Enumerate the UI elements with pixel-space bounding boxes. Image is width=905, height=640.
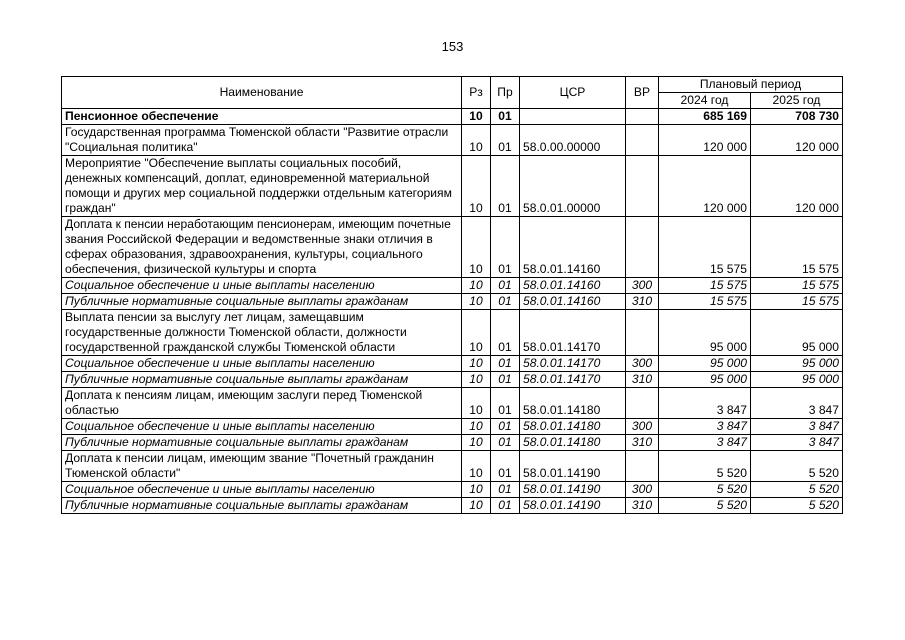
cell-csr [520,109,626,125]
cell-pr: 01 [491,419,520,435]
cell-2025: 95 000 [751,372,843,388]
cell-name: Государственная программа Тюменской области "Развитие отрасли "Социальная политика" [62,125,462,156]
cell-name: Пенсионное обеспечение [62,109,462,125]
header-plan-period: Плановый период [659,77,843,93]
table-row [62,310,843,356]
cell-name: Публичные нормативные социальные выплаты гражданам [62,498,462,514]
cell-2024: 15 575 [659,278,751,294]
cell-csr: 58.0.01.14170 [520,372,626,388]
cell-2025: 15 575 [751,294,843,310]
cell-vr: 310 [626,435,659,451]
cell-rz: 10 [462,356,491,372]
cell-rz: 10 [462,419,491,435]
cell-name: Социальное обеспечение и иные выплаты населению [62,278,462,294]
table-row [62,435,843,451]
cell-2024: 120 000 [659,125,751,156]
header-pr: Пр [491,77,520,109]
table-row [62,419,843,435]
header-rz: Рз [462,77,491,109]
cell-csr: 58.0.01.14160 [520,217,626,278]
cell-2024: 3 847 [659,419,751,435]
cell-2025: 120 000 [751,156,843,217]
cell-2024: 95 000 [659,310,751,356]
cell-2025: 95 000 [751,356,843,372]
table-row [62,156,843,217]
cell-2024: 685 169 [659,109,751,125]
cell-pr: 01 [491,156,520,217]
cell-csr: 58.0.01.14170 [520,356,626,372]
cell-2025: 120 000 [751,125,843,156]
header-csr: ЦСР [520,77,626,109]
cell-pr: 01 [491,125,520,156]
cell-csr: 58.0.01.14160 [520,278,626,294]
cell-name: Социальное обеспечение и иные выплаты населению [62,419,462,435]
header-vr: ВР [626,77,659,109]
table-row [62,294,843,310]
cell-2024: 95 000 [659,372,751,388]
cell-2025: 3 847 [751,388,843,419]
cell-2024: 120 000 [659,156,751,217]
cell-name: Социальное обеспечение и иные выплаты населению [62,482,462,498]
cell-2025: 708 730 [751,109,843,125]
cell-vr [626,310,659,356]
budget-table [61,76,843,514]
table-row [62,498,843,514]
header-year-2025: 2025 год [751,93,843,109]
cell-vr [626,451,659,482]
cell-2025: 5 520 [751,451,843,482]
table-row [62,109,843,125]
cell-2024: 15 575 [659,294,751,310]
cell-csr: 58.0.01.14190 [520,451,626,482]
cell-pr: 01 [491,435,520,451]
cell-2025: 15 575 [751,278,843,294]
table-row [62,372,843,388]
cell-2025: 95 000 [751,310,843,356]
table-row [62,125,843,156]
table-row [62,388,843,419]
cell-name: Публичные нормативные социальные выплаты гражданам [62,372,462,388]
cell-name: Доплата к пенсиям лицам, имеющим заслуги перед Тюменской областью [62,388,462,419]
cell-pr: 01 [491,356,520,372]
cell-vr: 310 [626,498,659,514]
cell-csr: 58.0.01.14190 [520,482,626,498]
table-row [62,451,843,482]
header-name: Наименование [62,77,462,109]
cell-vr [626,388,659,419]
table-body [62,109,843,514]
cell-vr: 310 [626,372,659,388]
cell-2025: 15 575 [751,217,843,278]
cell-rz: 10 [462,294,491,310]
cell-rz: 10 [462,435,491,451]
cell-csr: 58.0.01.14170 [520,310,626,356]
cell-rz: 10 [462,388,491,419]
cell-2024: 5 520 [659,482,751,498]
cell-csr: 58.0.01.14180 [520,419,626,435]
cell-csr: 58.0.01.00000 [520,156,626,217]
cell-rz: 10 [462,482,491,498]
cell-name: Выплата пенсии за выслугу лет лицам, замещавшим государственные должности Тюменской области, должности государственной гражданской службы Тюменской области [62,310,462,356]
cell-2024: 5 520 [659,498,751,514]
cell-vr: 310 [626,294,659,310]
cell-rz: 10 [462,278,491,294]
cell-csr: 58.0.01.14180 [520,388,626,419]
cell-2024: 15 575 [659,217,751,278]
cell-pr: 01 [491,109,520,125]
table-row [62,482,843,498]
cell-name: Публичные нормативные социальные выплаты гражданам [62,294,462,310]
cell-2024: 5 520 [659,451,751,482]
cell-rz: 10 [462,156,491,217]
cell-pr: 01 [491,278,520,294]
cell-name: Доплата к пенсии неработающим пенсионерам, имеющим почетные звания Российской Федерации и ведомственные знаки отличия в сферах образования, здравоохранения, культуры, социального обеспечения, физической культуры и спорта [62,217,462,278]
cell-pr: 01 [491,310,520,356]
cell-csr: 58.0.00.00000 [520,125,626,156]
cell-pr: 01 [491,388,520,419]
cell-2024: 95 000 [659,356,751,372]
cell-csr: 58.0.01.14180 [520,435,626,451]
cell-vr [626,125,659,156]
cell-rz: 10 [462,451,491,482]
cell-vr [626,156,659,217]
table-row [62,217,843,278]
cell-vr: 300 [626,419,659,435]
table-row [62,356,843,372]
cell-vr: 300 [626,356,659,372]
cell-name: Доплата к пенсии лицам, имеющим звание "Почетный гражданин Тюменской области" [62,451,462,482]
cell-2024: 3 847 [659,388,751,419]
cell-rz: 10 [462,217,491,278]
cell-rz: 10 [462,372,491,388]
page-number: 153 [441,39,464,54]
cell-csr: 58.0.01.14160 [520,294,626,310]
cell-pr: 01 [491,498,520,514]
cell-rz: 10 [462,498,491,514]
cell-vr [626,109,659,125]
header-year-2024: 2024 год [659,93,751,109]
cell-pr: 01 [491,372,520,388]
cell-2025: 3 847 [751,435,843,451]
cell-2025: 5 520 [751,482,843,498]
cell-csr: 58.0.01.14190 [520,498,626,514]
cell-vr: 300 [626,482,659,498]
cell-name: Мероприятие "Обеспечение выплаты социальных пособий, денежных компенсаций, доплат, единовременной материальной помощи и других мер социальной поддержки отдельным категориям граждан" [62,156,462,217]
cell-pr: 01 [491,451,520,482]
cell-rz: 10 [462,310,491,356]
cell-pr: 01 [491,482,520,498]
cell-vr [626,217,659,278]
cell-2025: 5 520 [751,498,843,514]
cell-2025: 3 847 [751,419,843,435]
cell-pr: 01 [491,217,520,278]
table-row [62,278,843,294]
cell-name: Социальное обеспечение и иные выплаты населению [62,356,462,372]
cell-2024: 3 847 [659,435,751,451]
cell-vr: 300 [626,278,659,294]
cell-rz: 10 [462,109,491,125]
cell-pr: 01 [491,294,520,310]
cell-rz: 10 [462,125,491,156]
cell-name: Публичные нормативные социальные выплаты гражданам [62,435,462,451]
